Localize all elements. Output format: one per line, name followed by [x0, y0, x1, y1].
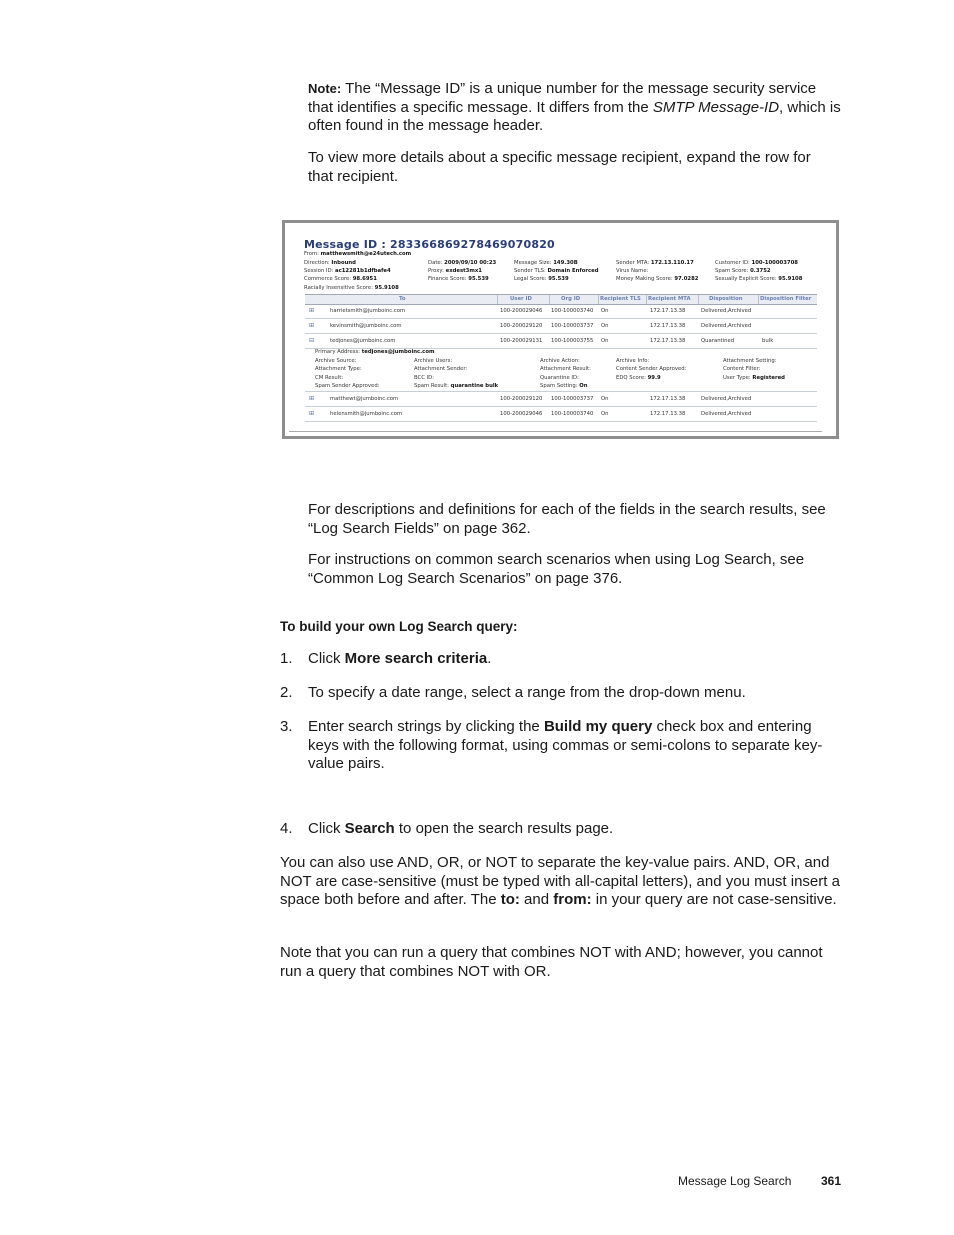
detail-label: Primary Address:	[315, 349, 361, 355]
field-value: 95.539	[468, 276, 489, 283]
detail-field	[540, 375, 579, 381]
detail-field	[616, 358, 649, 364]
detail-field	[414, 366, 467, 372]
detail-label: User Type:	[723, 374, 751, 381]
operators-text-2: and	[519, 891, 554, 909]
operators-text-3: in your query are not case-sensitive.	[591, 891, 837, 909]
detail-field	[540, 383, 588, 389]
step-pre: Click	[308, 650, 345, 667]
step-text	[308, 650, 844, 669]
detail-field	[414, 383, 498, 389]
field-value: 95.9108	[778, 276, 803, 283]
cell-user: 100-200029120	[500, 323, 543, 329]
field-value: 0.3752	[750, 268, 771, 275]
cell-disp: Delivered,Archived	[701, 308, 752, 314]
field-label: Session ID:	[304, 268, 334, 275]
detail-field	[315, 349, 434, 355]
field-label: Direction:	[304, 260, 330, 266]
operators-to-keyword: to:	[500, 891, 520, 909]
from-line	[304, 251, 411, 257]
detail-label: Attachment Setting:	[723, 357, 777, 364]
field-value: exdest3mx1	[445, 268, 482, 275]
field-label: Sender TLS:	[514, 268, 546, 275]
collapse-icon[interactable]: ⊟	[309, 337, 315, 344]
cell-org: 100-100003740	[551, 308, 594, 314]
operators-text-1: You can also use AND, OR, or NOT to separate the key-value pairs. AND, OR, and NOT are case-sensitive (must be typed with all-capital letters), and you must insert a space both before and after. The	[280, 854, 840, 909]
not-operator-paragraph: Note that you can run a query that combines NOT with AND; however, you cannot run a query that combines NOT with OR.	[280, 944, 823, 980]
field-label: Proxy:	[428, 268, 444, 275]
field-value: ac12281b1dfbafe4	[335, 268, 391, 275]
cell-tls: On	[601, 308, 609, 314]
col-disposition: Disposition	[709, 296, 743, 302]
detail-value: 99.9	[647, 374, 661, 381]
cell-org: 100-100003737	[551, 396, 594, 402]
detail-label: Quarantine ID:	[540, 374, 579, 381]
recipient-row[interactable]	[305, 304, 817, 319]
col-disposition-filter: Disposition Filter	[760, 296, 812, 302]
field-label: Date:	[428, 260, 443, 266]
message-field	[715, 276, 802, 282]
step-text	[308, 718, 846, 774]
message-field	[616, 268, 648, 274]
expand-icon[interactable]: ⊞	[309, 322, 315, 329]
detail-label: Spam Result:	[414, 383, 449, 389]
field-label: Sender MTA:	[616, 260, 650, 266]
field-label: Legal Score:	[514, 276, 547, 283]
detail-label: Attachment Result:	[540, 366, 591, 372]
expand-paragraph: To view more details about a specific message recipient, expand the row for that recipient.	[308, 149, 811, 185]
cell-tls: On	[601, 396, 609, 402]
detail-label: CM Result:	[315, 374, 344, 381]
message-id-title: Message ID : 283366869278469070820	[304, 238, 555, 251]
field-value: Inbound	[331, 260, 356, 266]
message-field	[514, 260, 578, 266]
step-bold: More search criteria	[344, 650, 488, 667]
step-4	[280, 820, 844, 839]
step-pre: Click	[308, 820, 345, 837]
footer-page-number: 361	[821, 1174, 842, 1188]
message-field	[304, 260, 356, 266]
instructions-paragraph: For instructions on common search scenarios when using Log Search, see “Common Log Search Scenarios” on page 376.	[308, 551, 805, 587]
detail-field	[616, 366, 686, 372]
field-value: 98.6951	[352, 276, 377, 283]
message-field	[428, 276, 489, 282]
detail-label: Spam Setting:	[540, 383, 578, 389]
detail-label: Archive Users:	[414, 357, 453, 364]
note-emphasis: SMTP Message-ID	[652, 98, 780, 116]
cell-org: 100-100003740	[551, 411, 594, 417]
step-pre: To specify a date range, select a range from the drop-down menu.	[308, 684, 746, 701]
col-recipient-mta: Recipient MTA	[648, 296, 691, 302]
detail-label: Spam Sender Approved:	[315, 383, 380, 389]
field-label: Message Size:	[514, 260, 552, 266]
detail-label: Archive Action:	[540, 357, 580, 364]
step-1	[280, 650, 844, 669]
field-label: Customer ID:	[715, 260, 750, 266]
operators-from-keyword: from:	[553, 891, 592, 909]
cell-to: matthewt@jumboinc.com	[330, 396, 399, 402]
cell-disp: Delivered,Archived	[701, 411, 752, 417]
cell-org: 100-100003737	[551, 323, 594, 329]
step-number: 4.	[280, 820, 293, 837]
detail-field	[616, 375, 661, 381]
field-value: Domain Enforced	[547, 268, 599, 275]
field-label: Commerce Score:	[304, 276, 352, 283]
cell-mta: 172.17.13.38	[650, 338, 686, 344]
cell-to: helensmith@jumboinc.com	[330, 411, 403, 417]
detail-value: quarantine bulk	[450, 383, 499, 389]
footer-section-title: Message Log Search	[678, 1174, 792, 1188]
operators-paragraph	[280, 854, 844, 910]
detail-field	[315, 358, 356, 364]
detail-value: Registered	[752, 374, 785, 381]
field-value: 95.539	[548, 276, 569, 283]
recipient-row[interactable]	[305, 392, 817, 407]
step-pre: Enter search strings by clicking the	[308, 718, 544, 735]
field-label: Racially Insensitive Score:	[304, 284, 373, 291]
message-field	[304, 285, 399, 291]
field-value: 100-100003708	[751, 260, 798, 266]
step-post: .	[487, 650, 492, 667]
detail-field	[315, 375, 343, 381]
step-bold: Build my query	[543, 718, 653, 735]
message-field	[428, 268, 482, 274]
detail-field	[414, 358, 452, 364]
cell-to: tedjones@jumboinc.com	[330, 338, 396, 344]
cell-user: 100-200029120	[500, 396, 543, 402]
descriptions-paragraph: For descriptions and definitions for each of the fields in the search results, see “Log Search Fields” on page 362.	[308, 501, 826, 537]
from-label: From:	[304, 251, 319, 257]
detail-label: Archive Info:	[616, 357, 650, 364]
field-value: 95.9108	[374, 284, 399, 291]
expanded-recipient-detail	[305, 346, 817, 392]
cell-mta: 172.17.13.38	[650, 396, 686, 402]
procedure-heading: To build your own Log Search query:	[280, 619, 518, 634]
detail-label: BCC ID:	[414, 374, 435, 381]
cell-user: 100-200029046	[500, 308, 543, 314]
step-number: 3.	[280, 718, 293, 735]
detail-label: EDQ Score:	[616, 374, 646, 381]
cell-org: 100-100003755	[551, 338, 594, 344]
recipient-row[interactable]	[305, 319, 817, 334]
detail-field	[315, 366, 362, 372]
figure-bottom-rule	[289, 431, 822, 432]
step-3	[280, 718, 846, 774]
field-label: Finance Score:	[428, 276, 467, 283]
message-field	[514, 268, 599, 274]
detail-field	[315, 383, 379, 389]
detail-label: Content Filter:	[723, 366, 761, 372]
cell-mta: 172.17.13.38	[650, 411, 686, 417]
cell-to: harrietsmith@jumboinc.com	[330, 308, 406, 314]
detail-label: Archive Source:	[315, 357, 357, 364]
step-bold: Search	[344, 820, 395, 837]
message-field	[715, 260, 798, 266]
cell-tls: On	[601, 323, 609, 329]
col-user-id: User ID	[510, 296, 532, 302]
cell-user: 100-200029131	[500, 338, 543, 344]
field-label: Sexually Explicit Score:	[715, 276, 777, 283]
message-field	[616, 276, 698, 282]
expand-icon[interactable]: ⊞	[309, 410, 315, 417]
message-field	[304, 268, 391, 274]
field-value: 149.30B	[553, 260, 578, 266]
detail-field	[723, 358, 777, 364]
message-field	[715, 268, 771, 274]
step-2	[280, 684, 844, 703]
col-org-id: Org ID	[561, 296, 581, 302]
note-text-1: The “Message ID” is a unique number for the message security service that identifies a specific message. It differs from the	[308, 80, 817, 116]
field-label: Money Making Score:	[616, 276, 673, 283]
cell-to: kevinsmith@jumboinc.com	[330, 323, 402, 329]
col-to: To	[399, 296, 406, 302]
expand-icon[interactable]: ⊞	[309, 307, 315, 314]
step-post: to open the search results page.	[394, 820, 614, 837]
message-details-screenshot	[282, 220, 839, 439]
step-number: 2.	[280, 684, 293, 701]
detail-label: Content Sender Approved:	[616, 366, 687, 372]
from-value: matthewsmith@e24utech.com	[320, 251, 412, 257]
step-text	[308, 684, 844, 703]
recipient-row[interactable]	[305, 407, 817, 422]
cell-tls: On	[601, 411, 609, 417]
detail-field	[414, 375, 434, 381]
detail-value: On	[579, 383, 588, 389]
step-post: check box and entering keys with the following format, using commas or semi-colons to separate key-value pairs.	[308, 718, 823, 773]
field-label: Virus Name:	[616, 268, 649, 275]
note-text-2: , which is often found in the message header.	[308, 98, 841, 135]
cell-user: 100-200029046	[500, 411, 543, 417]
step-text	[308, 820, 844, 839]
detail-label: Attachment Type:	[315, 366, 362, 372]
cell-mta: 172.17.13.38	[650, 323, 686, 329]
col-recipient-tls: Recipient TLS	[600, 296, 641, 302]
message-field	[304, 276, 377, 282]
detail-field	[540, 366, 591, 372]
field-label: Spam Score:	[715, 268, 749, 275]
step-number: 1.	[280, 650, 293, 667]
cell-tls: On	[601, 338, 609, 344]
cell-disp: Delivered,Archived	[701, 323, 752, 329]
field-value: 172.13.110.17	[650, 260, 694, 266]
cell-filter: bulk	[762, 338, 774, 344]
detail-field	[723, 366, 761, 372]
detail-value: tedjones@jumboinc.com	[361, 349, 435, 355]
cell-mta: 172.17.13.38	[650, 308, 686, 314]
field-value: 97.0282	[674, 276, 699, 283]
detail-label: Attachment Sender:	[414, 366, 468, 372]
message-field	[428, 260, 496, 266]
cell-disp: Quarantined	[701, 338, 735, 344]
detail-field	[540, 358, 580, 364]
field-value: 2009/09/10 00:23	[444, 260, 497, 266]
message-details-panel	[285, 223, 836, 436]
cell-disp: Delivered,Archived	[701, 396, 752, 402]
note-paragraph	[308, 80, 843, 136]
detail-field	[723, 375, 785, 381]
message-field	[514, 276, 569, 282]
expand-icon[interactable]: ⊞	[309, 395, 315, 402]
note-label: Note:	[308, 81, 342, 96]
message-field	[616, 260, 694, 266]
